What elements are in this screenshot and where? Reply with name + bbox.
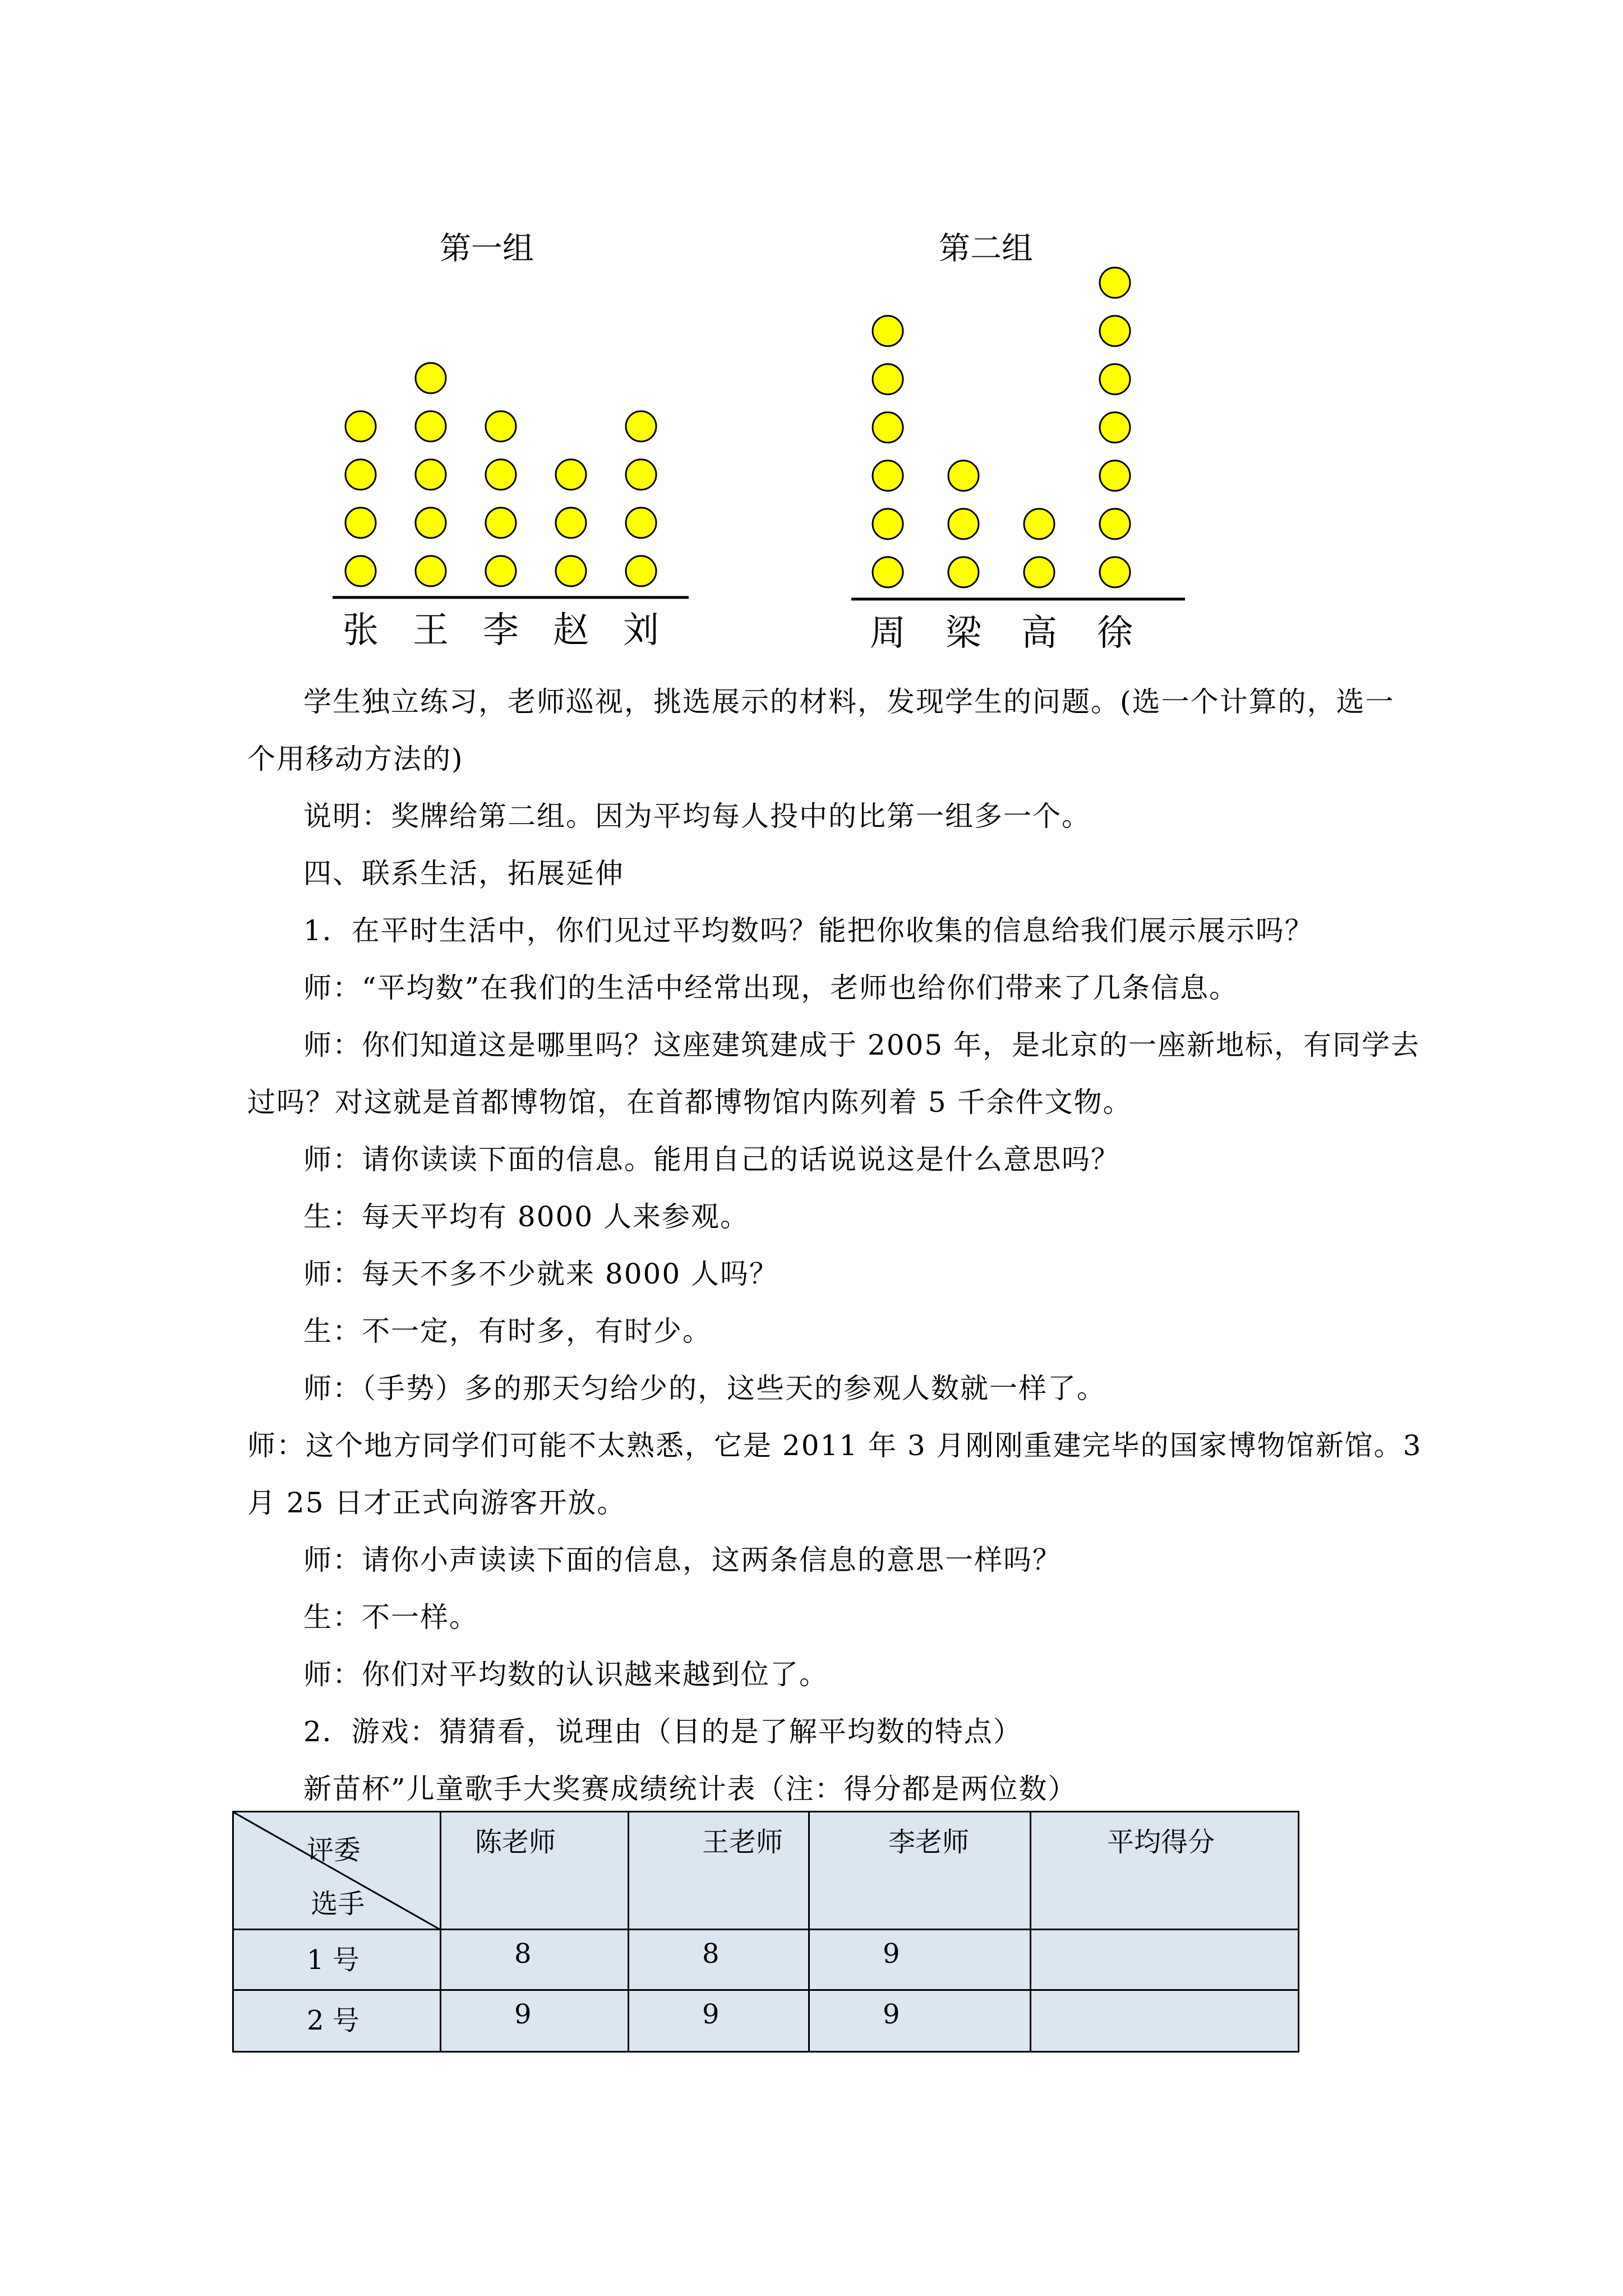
paragraph: 生：不一定，有时多，有时少。 [303, 1315, 712, 1347]
header-label: 陈老师 [475, 1826, 556, 1858]
category-label: 赵 [553, 610, 589, 651]
cell-value: 9 [883, 1938, 900, 1970]
category-label: 刘 [623, 610, 659, 651]
dot-mark [626, 508, 656, 538]
dot-mark [1100, 316, 1130, 346]
dot-chart-group [851, 231, 1185, 654]
dot-mark [948, 461, 979, 491]
paragraph: 师：你们对平均数的认识越来越到位了。 [303, 1658, 828, 1691]
dot-mark [486, 508, 516, 538]
table-header-row [233, 1812, 1299, 1930]
dot-mark [873, 557, 903, 587]
table-cell [629, 1930, 809, 1990]
dot-mark [1024, 557, 1054, 587]
dot-mark [486, 459, 516, 490]
dot-mark [873, 364, 903, 394]
dot-mark [626, 459, 656, 490]
paragraph: 生：不一样。 [303, 1601, 478, 1634]
row-label-cell [233, 1990, 441, 2052]
dot-mark [345, 459, 376, 490]
row-label: 1 号 [307, 1944, 359, 1976]
table-row [233, 1990, 1299, 2052]
cell-value: 8 [702, 1938, 720, 1970]
chart-title: 第二组 [939, 231, 1033, 267]
dot-mark [1100, 412, 1130, 443]
dot-mark [1100, 364, 1130, 394]
dot-mark [1024, 509, 1054, 539]
score-table [232, 1811, 1299, 2053]
table-caption: 新苗杯”儿童歌手大奖赛成绩统计表（注：得分都是两位数） [303, 1773, 1077, 1805]
paragraph: 1．在平时生活中，你们见过平均数吗？能把你收集的信息给我们展示展示吗？ [303, 914, 1314, 947]
dot-mark [873, 509, 903, 539]
table-cell [1031, 1990, 1299, 2052]
dot-mark [626, 556, 656, 586]
cell-value: 8 [514, 1938, 532, 1970]
table-cell [809, 1930, 1031, 1990]
dot-mark [416, 411, 446, 441]
dot-mark [345, 508, 376, 538]
dot-mark [1100, 268, 1130, 298]
category-label: 周 [870, 613, 906, 654]
chart-title: 第一组 [440, 231, 534, 267]
table-cell [629, 1990, 809, 2052]
dot-mark [948, 509, 979, 539]
dot-mark [556, 508, 586, 538]
table-cell [1031, 1930, 1299, 1990]
header-cell [441, 1812, 629, 1930]
paragraph: 学生独立练习，老师巡视，挑选展示的材料，发现学生的问题。(选一个计算的，选一 [303, 685, 1395, 718]
dot-chart-group [333, 231, 689, 651]
paragraph: 师：请你读读下面的信息。能用自己的话说说这是什么意思吗？ [303, 1143, 1120, 1176]
dot-mark [486, 411, 516, 441]
category-label: 高 [1021, 613, 1057, 654]
category-label: 王 [413, 610, 449, 651]
paragraph: 师：“平均数”在我们的生活中经常出现，老师也给你们带来了几条信息。 [303, 972, 1239, 1004]
dot-mark [486, 556, 516, 586]
paragraph: 师：这个地方同学们可能不太熟悉，它是 2011 年 3 月刚刚重建完毕的国家博物馆新馆。3 [247, 1429, 1422, 1462]
header-cell [1031, 1812, 1299, 1930]
cell-value: 9 [514, 1999, 532, 2030]
dot-mark [873, 316, 903, 346]
cell-value: 9 [702, 1999, 720, 2030]
paragraph: 师：（手势）多的那天匀给少的，这些天的参观人数就一样了。 [303, 1372, 1106, 1405]
section-heading: 四、联系生活，拓展延伸 [303, 857, 624, 890]
row-label: 2 号 [307, 2005, 359, 2036]
corner-bottom-label: 选手 [311, 1888, 365, 1920]
table-cell [441, 1990, 629, 2052]
dot-mark [345, 556, 376, 586]
dot-mark [345, 411, 376, 441]
category-label: 李 [483, 610, 519, 651]
dot-mark [873, 461, 903, 491]
dot-mark [416, 459, 446, 490]
row-label-cell [233, 1930, 441, 1990]
paragraph: 个用移动方法的) [247, 743, 464, 775]
paragraph: 师：每天不多不少就来 8000 人吗？ [303, 1258, 779, 1290]
table-cell [809, 1990, 1031, 2052]
cell-value: 9 [883, 1999, 900, 2030]
paragraph: 月 25 日才正式向游客开放。 [247, 1487, 626, 1519]
dot-mark [556, 459, 586, 490]
dot-mark [1100, 461, 1130, 491]
corner-top-label: 评委 [307, 1834, 361, 1866]
dot-mark [416, 508, 446, 538]
header-label: 王老师 [702, 1826, 783, 1858]
table-cell [441, 1930, 629, 1990]
dot-mark [1100, 557, 1130, 587]
paragraph: 师：你们知道这是哪里吗？这座建筑建成于 2005 年，是北京的一座新地标，有同学去 [303, 1029, 1421, 1061]
category-label: 张 [343, 610, 379, 651]
category-label: 梁 [946, 613, 981, 654]
dot-mark [1100, 509, 1130, 539]
paragraph: 师：请你小声读读下面的信息，这两条信息的意思一样吗？ [303, 1544, 1062, 1576]
dot-mark [873, 412, 903, 443]
dot-mark [416, 363, 446, 393]
paragraph: 生：每天平均有 8000 人来参观。 [303, 1200, 750, 1233]
table-row [233, 1930, 1299, 1990]
category-label: 徐 [1097, 613, 1133, 654]
header-cell [809, 1812, 1031, 1930]
paragraph: 过吗？对这就是首都博物馆，在首都博物馆内陈列着 5 千余件文物。 [247, 1086, 1132, 1119]
corner-cell [233, 1812, 441, 1930]
dot-mark [948, 557, 979, 587]
dot-charts [0, 0, 1623, 662]
header-cell [629, 1812, 809, 1930]
header-label: 李老师 [888, 1826, 970, 1858]
paragraph: 2．游戏：猜猜看，说理由（目的是了解平均数的特点） [303, 1715, 1022, 1748]
paragraph: 说明：奖牌给第二组。因为平均每人投中的比第一组多一个。 [303, 800, 1091, 832]
dot-mark [556, 556, 586, 586]
dot-mark [416, 556, 446, 586]
header-label: 平均得分 [1107, 1826, 1215, 1858]
dot-mark [626, 411, 656, 441]
